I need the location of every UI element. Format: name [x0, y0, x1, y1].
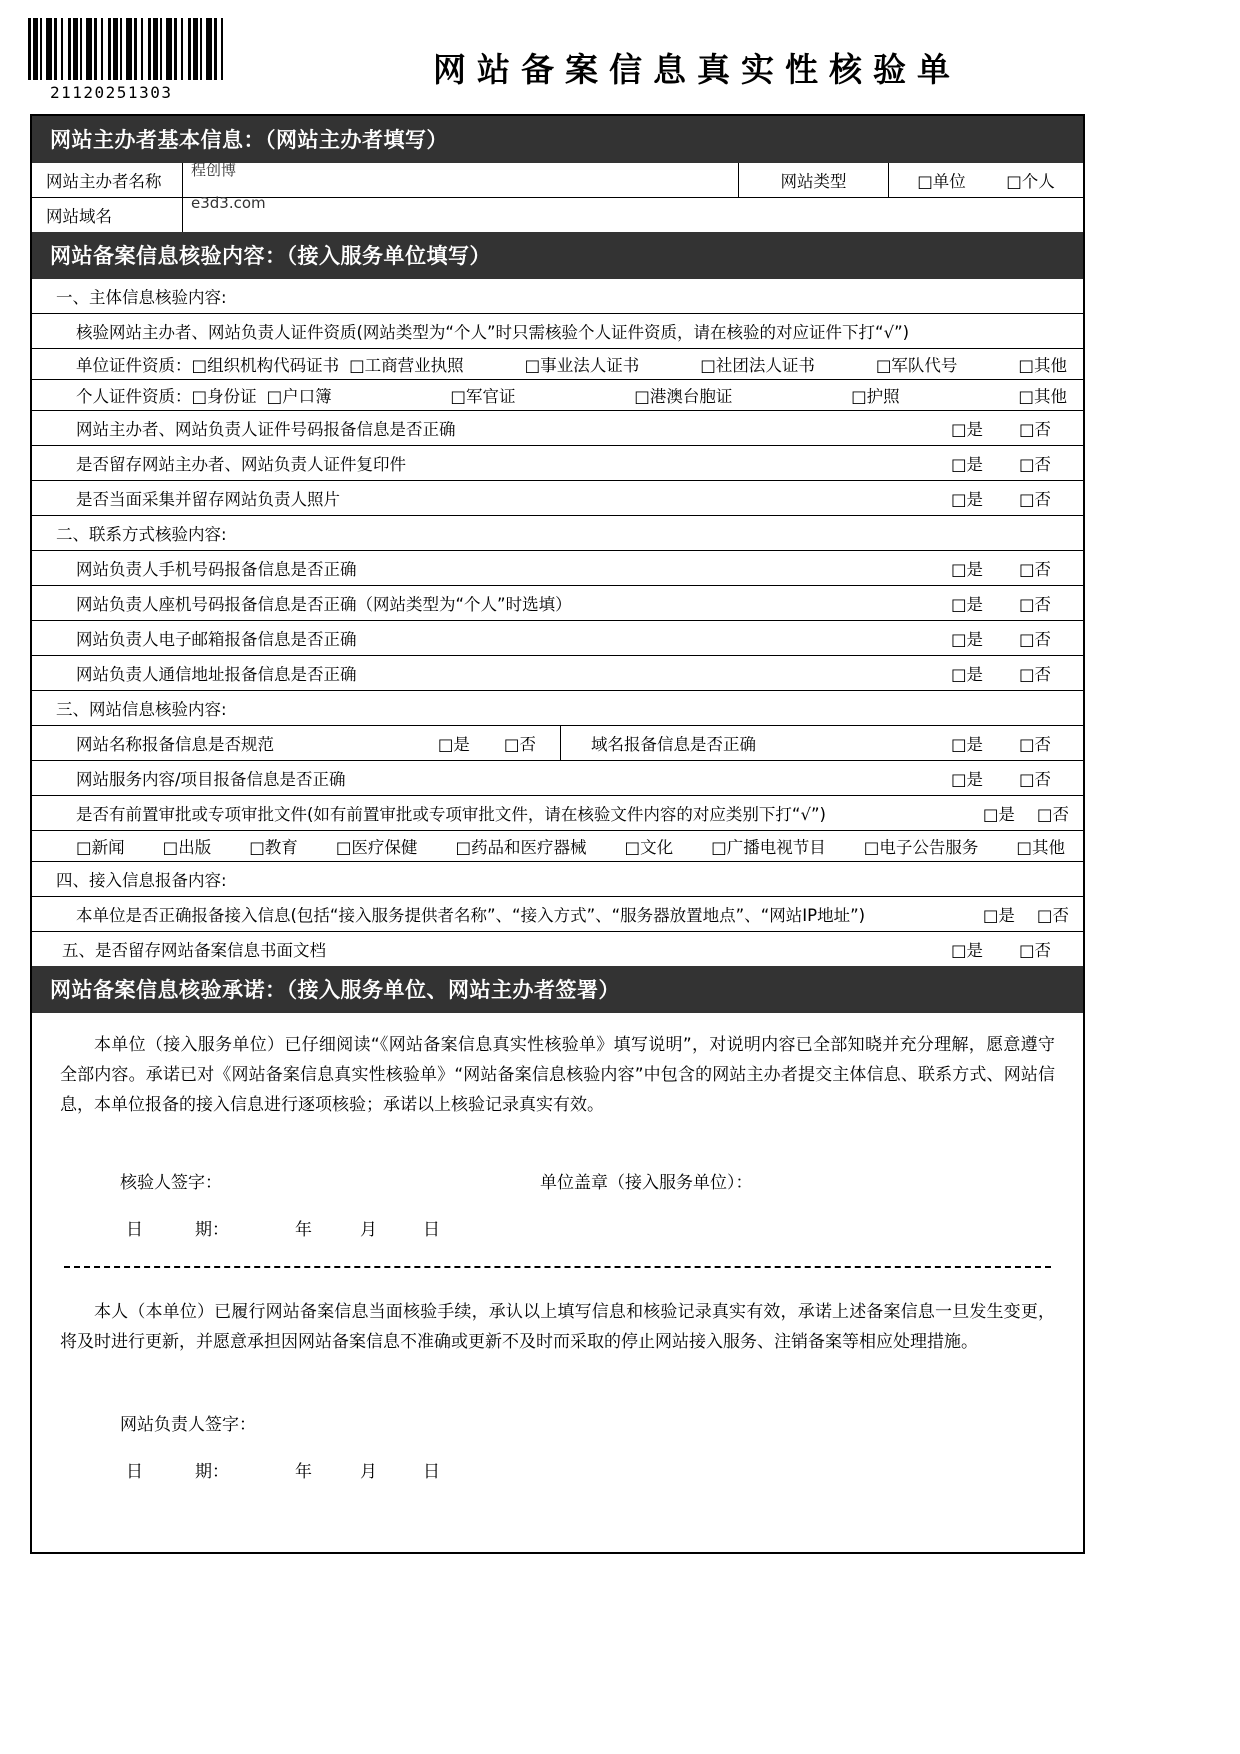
checkbox-hk-mo-tw-permit[interactable]: □港澳台胞证: [634, 387, 733, 406]
website-name-text: 网站名称报备信息是否规范: [76, 735, 274, 754]
checkbox-military-code[interactable]: □军队代号: [875, 356, 958, 375]
group1-item-0-text: 网站主办者、网站负责人证件号码报备信息是否正确: [76, 420, 456, 439]
promise-body: [32, 1013, 1083, 1278]
website-name-cell: [32, 726, 560, 760]
checkbox-household-register[interactable]: □户口簿: [266, 387, 332, 406]
date-label-period: 期：: [195, 1220, 229, 1241]
date-month: 月: [360, 1461, 377, 1482]
preapproval-note: 是否有前置审批或专项审批文件(如有前置审批或专项审批文件，请在核验文件内容的对应类别下打“√”): [76, 805, 826, 824]
checkbox-yes[interactable]: □是: [950, 595, 984, 614]
preapproval-answers: [983, 801, 1075, 825]
website-type-options: [888, 163, 1083, 197]
page-title: 网站备案信息真实性核验单: [433, 50, 961, 89]
section-header-sponsor-info: 网站主办者基本信息：（网站主办者填写）: [32, 116, 1083, 163]
unit-cert-row: [32, 348, 1083, 379]
checkbox-culture[interactable]: □文化: [624, 838, 674, 857]
domain-report-answers: [933, 726, 1083, 760]
group3-service-row: [32, 760, 1083, 795]
group1-note: 核验网站主办者、网站负责人证件资质(网站类型为“个人”时只需核验个人证件资质，请在核验的对应证件下打“√”): [32, 313, 1083, 348]
group4-label: 四、接入信息报备内容:: [32, 861, 1083, 896]
owner-signature-line[interactable]: [60, 1364, 1055, 1435]
category-row: [32, 830, 1083, 861]
group1-item-2: [32, 480, 1083, 515]
checkbox-yes[interactable]: □是: [950, 630, 984, 649]
group4-item-row: [32, 896, 1083, 931]
group2-item-3-text: 网站负责人通信地址报备信息是否正确: [76, 665, 357, 684]
checkbox-yes[interactable]: □是: [950, 941, 984, 960]
website-name-answers: [438, 731, 560, 755]
checkbox-yes[interactable]: □是: [950, 770, 984, 789]
group3-split-row: [32, 725, 1083, 760]
group2-item-1: [32, 585, 1083, 620]
barcode-block: [24, 18, 234, 102]
verifier-signature-line: [60, 1126, 1055, 1193]
page-header: [0, 0, 1240, 110]
date-day: 日: [423, 1220, 440, 1241]
group3-service-text: 网站服务内容/项目报备信息是否正确: [76, 770, 346, 789]
promise-paragraph-2: 本人（本单位）已履行网站备案信息当面核验手续，承认以上填写信息和核验记录真实有效，承诺上述备案信息一旦发生变更，将及时进行更新，并愿意承担因网站备案信息不准确或更新不及时而采取的停止网站接入服务、注销备案等相应处理措施。: [60, 1302, 1055, 1352]
person-cert-options: [257, 383, 1083, 407]
section-header-verify-content: 网站备案信息核验内容：（接入服务单位填写）: [32, 232, 1083, 279]
group2-item-3-answers: [933, 656, 1083, 690]
checkbox-yes[interactable]: □是: [982, 906, 1015, 925]
group1-item-1-answers: [933, 446, 1083, 480]
domain-report-text: 域名报备信息是否正确: [560, 726, 933, 760]
checkbox-unit-other[interactable]: □其他: [1018, 356, 1067, 375]
group1-item-0-answers: [933, 411, 1083, 445]
checkbox-electronic-bulletin[interactable]: □电子公告服务: [863, 838, 979, 857]
group2-item-0-answers: [933, 551, 1083, 585]
checkbox-yes[interactable]: □是: [437, 735, 470, 754]
checkbox-no[interactable]: □否: [1018, 665, 1052, 684]
date-label-period: 期：: [195, 1461, 229, 1482]
checkbox-news[interactable]: □新闻: [76, 838, 125, 857]
checkbox-no[interactable]: □否: [1018, 595, 1052, 614]
group4-answers: [983, 902, 1075, 926]
verifier-date-line[interactable]: [60, 1193, 1055, 1240]
checkbox-business-license[interactable]: □工商营业执照: [349, 356, 464, 375]
group1-label: 一、主体信息核验内容:: [56, 288, 227, 307]
date-label-day: 日: [126, 1461, 143, 1482]
checkbox-yes[interactable]: □是: [950, 490, 984, 509]
date-label-day: 日: [126, 1220, 143, 1241]
person-cert-row: [32, 379, 1083, 410]
group2-item-2-text: 网站负责人电子邮箱报备信息是否正确: [76, 630, 357, 649]
verifier-sign-label[interactable]: 核验人签字：: [120, 1173, 222, 1194]
date-year: 年: [295, 1461, 312, 1482]
group2-item-3: [32, 655, 1083, 690]
section-header-promise: 网站备案信息核验承诺：（接入服务单位、网站主办者签署）: [32, 966, 1083, 1013]
person-cert-lead[interactable]: 个人证件资质：□身份证: [76, 387, 257, 406]
promise-paragraph-1: 本单位（接入服务单位）已仔细阅读“《网站备案信息真实性核验单》填写说明”，对说明内容已全部知晓并充分理解，愿意遵守全部内容。承诺已对《网站备案信息真实性核验单》“网站备案信息核验内容”中包含的网站主办者提交主体信息、联系方式、网站信息，本单位报备的接入信息进行逐项核验；承诺以上核验记录真实有效。: [60, 1035, 1055, 1115]
domain-row: [32, 194, 1083, 232]
form-frame: [30, 114, 1085, 1554]
owner-date-line[interactable]: [60, 1435, 1055, 1482]
checkbox-type-unit[interactable]: □单位: [917, 172, 966, 191]
group1-item-1: [32, 445, 1083, 480]
checkbox-drugs-medical-devices[interactable]: □药品和医疗器械: [455, 838, 587, 857]
checkbox-yes[interactable]: □是: [950, 665, 984, 684]
promise-body-2: [32, 1278, 1083, 1552]
preapproval-row: [32, 795, 1083, 830]
sponsor-name-row: [32, 163, 1083, 197]
group2-item-1-text: 网站负责人座机号码报备信息是否正确（网站类型为“个人”时选填）: [76, 595, 572, 614]
checkbox-broadcast-tv[interactable]: □广播电视节目: [711, 838, 826, 857]
unit-seal-label[interactable]: 单位盖章（接入服务单位）：: [540, 1173, 753, 1194]
group2-label: 二、联系方式核验内容:: [32, 515, 1083, 550]
category-options: [32, 834, 1083, 858]
group1-item-2-text: 是否当面采集并留存网站负责人照片: [76, 490, 340, 509]
checkbox-no[interactable]: □否: [1018, 735, 1052, 754]
checkbox-no[interactable]: □否: [1018, 455, 1052, 474]
group4-item-text: 本单位是否正确报备接入信息(包括“接入服务提供者名称”、“接入方式”、“服务器放置地点”、“网站IP地址”): [76, 906, 866, 925]
group2-item-1-answers: [933, 586, 1083, 620]
group2-item-0-text: 网站负责人手机号码报备信息是否正确: [76, 560, 357, 579]
checkbox-yes[interactable]: □是: [950, 455, 984, 474]
divider-dashed: [64, 1266, 1051, 1268]
group5-label: 五、是否留存网站备案信息书面文档: [62, 941, 326, 960]
group1-item-0: [32, 410, 1083, 445]
checkbox-yes[interactable]: □是: [982, 805, 1015, 824]
checkbox-publishing[interactable]: □出版: [162, 838, 212, 857]
checkbox-education[interactable]: □教育: [249, 838, 298, 857]
barcode-image: [28, 18, 228, 80]
checkbox-no[interactable]: □否: [1018, 420, 1052, 439]
checkbox-no[interactable]: □否: [1018, 560, 1052, 579]
unit-cert-lead[interactable]: 单位证件资质：□组织机构代码证书: [76, 356, 340, 375]
group5-answers: [933, 932, 1083, 966]
group3-service-answers: [933, 761, 1083, 795]
domain-value-cell[interactable]: [182, 194, 1083, 232]
sponsor-name-label: 网站主办者名称: [46, 172, 162, 191]
sponsor-name-value-cell[interactable]: [182, 163, 738, 197]
checkbox-no[interactable]: □否: [1018, 770, 1052, 789]
checkbox-yes[interactable]: □是: [950, 560, 984, 579]
checkbox-no[interactable]: □否: [1036, 906, 1069, 925]
checkbox-no[interactable]: □否: [1036, 805, 1069, 824]
group2-item-2-answers: [933, 621, 1083, 655]
checkbox-no[interactable]: □否: [1018, 941, 1052, 960]
checkbox-passport[interactable]: □护照: [851, 387, 900, 406]
owner-sign-label: 网站负责人签字：: [120, 1414, 256, 1435]
group3-label: 三、网站信息核验内容:: [32, 690, 1083, 725]
checkbox-no[interactable]: □否: [1018, 630, 1052, 649]
unit-cert-options: [339, 352, 1083, 376]
domain-value: e3d3.com: [191, 194, 266, 212]
domain-label: 网站域名: [46, 207, 112, 226]
checkbox-institution-legal-cert[interactable]: □事业法人证书: [524, 356, 640, 375]
group1-item-2-answers: [933, 481, 1083, 515]
date-day: 日: [423, 1461, 440, 1482]
sponsor-name-value: 程创博: [191, 161, 237, 179]
website-type-label: 网站类型: [738, 163, 888, 197]
checkbox-category-other[interactable]: □其他: [1016, 838, 1065, 857]
checkbox-no[interactable]: □否: [1018, 490, 1052, 509]
checkbox-type-personal[interactable]: □个人: [1006, 172, 1055, 191]
checkbox-yes[interactable]: □是: [950, 420, 984, 439]
date-month: 月: [360, 1220, 377, 1241]
checkbox-healthcare[interactable]: □医疗保健: [335, 838, 418, 857]
checkbox-officer-id[interactable]: □军官证: [450, 387, 516, 406]
group1-item-1-text: 是否留存网站主办者、网站负责人证件复印件: [76, 455, 406, 474]
checkbox-social-org-legal-cert[interactable]: □社团法人证书: [700, 356, 815, 375]
checkbox-yes[interactable]: □是: [950, 735, 984, 754]
group2-item-0: [32, 550, 1083, 585]
date-year: 年: [295, 1220, 312, 1241]
group2-item-2: [32, 620, 1083, 655]
barcode-number: 21120251303: [50, 83, 173, 102]
group5-row: [32, 931, 1083, 966]
checkbox-no[interactable]: □否: [503, 735, 536, 754]
checkbox-person-other[interactable]: □其他: [1018, 387, 1067, 406]
